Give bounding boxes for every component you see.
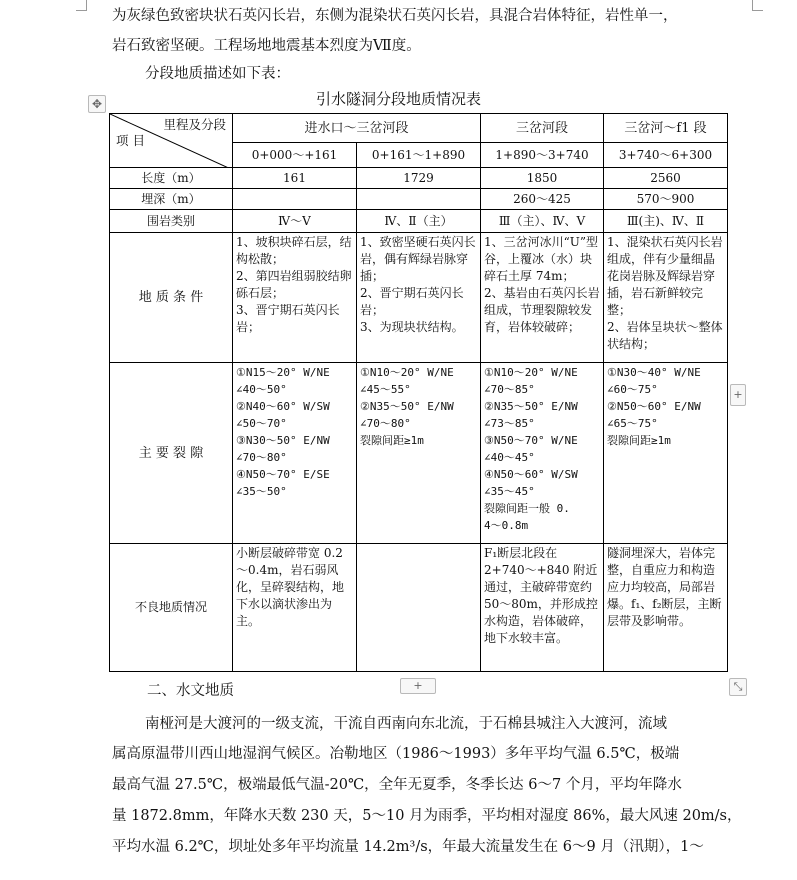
header-diagonal-cell: [110, 114, 233, 168]
hydro-line-3: 最高气温 27.5℃，极端最低气温-20℃，全年无夏季，冬季长达 6～7 个月，平均年降水: [112, 777, 682, 793]
hydro-line-4: 量 1872.8mm，年降水天数 230 天，5～10 月为雨季，平均相对湿度 86%，最大风速 20m/s，: [112, 808, 742, 824]
hydro-line-5: 平均水温 6.2℃，坝址处多年平均流量 14.2m³/s，年最大流量发生在 6～9 月（汛期），1～: [112, 839, 704, 855]
length-2: 1729: [357, 168, 481, 189]
joints-4: ①N30～40° W/NE ∠60～75° ②N50～60° E/NW ∠65～75° 裂隙间距≥1m: [604, 363, 728, 544]
length-1: 161: [233, 168, 357, 189]
rock-class-1: Ⅳ～Ⅴ: [233, 210, 357, 233]
header-section-1: 进水口～三岔河段: [233, 114, 481, 143]
table-move-handle-icon[interactable]: ✥: [88, 95, 106, 113]
joints-1: ①N15～20° W/NE ∠40～50° ②N40～60° W/SW ∠50～70° ③N30～50° E/NW ∠70～80° ④N50～70° E/SE ∠35～50°: [233, 363, 357, 544]
add-row-button[interactable]: +: [400, 678, 436, 694]
header-section-4: 三岔河～f1 段: [604, 114, 728, 143]
row-label-length: 长度（m）: [110, 168, 233, 189]
chainage-4: 3+740～6+300: [604, 143, 728, 168]
chainage-1: 0+000～+161: [233, 143, 357, 168]
header-item-label: 项 目: [116, 133, 145, 148]
margin-corner-mark: [76, 0, 87, 11]
hydro-line-1: 南桠河是大渡河的一级支流，干流自西南向东北流，于石棉县城注入大渡河，流域: [145, 716, 667, 732]
rock-class-2: Ⅳ、Ⅱ（主）: [357, 210, 481, 233]
rock-class-3: Ⅲ（主）、Ⅳ、Ⅴ: [481, 210, 604, 233]
geology-4: 1、混染状石英闪长岩组成，伴有少量细晶花岗岩脉及辉绿岩穿插，岩石新鲜较完整； 2、岩体呈块状～整体状结构；: [604, 233, 728, 363]
joints-2: ①N10～20° W/NE ∠45～55° ②N35～50° E/NW ∠70～80° 裂隙间距≥1m: [357, 363, 481, 544]
header-mileage-label: 里程及分段: [163, 117, 226, 132]
geology-1: 1、坡积块碎石层，结构松散； 2、第四岩组弱胶结卵砾石层； 3、晋宁期石英闪长岩；: [233, 233, 357, 363]
depth-3: 260～425: [481, 189, 604, 210]
length-3: 1850: [481, 168, 604, 189]
table-resize-icon[interactable]: ⤡: [729, 678, 747, 696]
adverse-2: [357, 544, 481, 672]
table-caption: 引水隧洞分段地质情况表: [315, 90, 481, 108]
hydro-line-2: 属高原温带川西山地湿润气候区。冶勒地区（1986～1993）多年平均气温 6.5℃，极端: [112, 746, 680, 762]
intro-line-3: 分段地质描述如下表：: [145, 66, 290, 82]
section-heading-hydrogeology: 二、水文地质: [147, 683, 234, 699]
adverse-1: 小断层破碎带宽 0.2～0.4m，岩石弱风化，呈碎裂结构，地下水以滴状渗出为主。: [233, 544, 357, 672]
row-label-geology: 地 质 条 件: [110, 233, 233, 363]
intro-line-1: 为灰绿色致密块状石英闪长岩，东侧为混染状石英闪长岩，具混合岩体特征，岩性单一，: [112, 8, 678, 24]
joints-3: ①N10～20° W/NE ∠70～85° ②N35～50° E/NW ∠73～85° ③N50～70° W/NE ∠40～45° ④N50～60° W/SW ∠35～45° 裂隙间距一般 0. 4～0.8m: [481, 363, 604, 544]
margin-corner-mark: [752, 0, 763, 11]
geology-2: 1、致密坚硬石英闪长岩，偶有辉绿岩脉穿插； 2、晋宁期石英闪长岩； 3、为现块状结构。: [357, 233, 481, 363]
add-column-button[interactable]: +: [730, 384, 746, 406]
row-label-adverse: 不良地质情况: [110, 544, 233, 672]
header-section-3: 三岔河段: [481, 114, 604, 143]
geology-table: [109, 113, 728, 672]
length-4: 2560: [604, 168, 728, 189]
geology-3: 1、三岔河冰川“U”型谷，上覆冰（水）块碎石土厚 74m； 2、基岩由石英闪长岩组成，节理裂隙较发育，岩体较破碎；: [481, 233, 604, 363]
rock-class-4: Ⅲ(主)、Ⅳ、Ⅱ: [604, 210, 728, 233]
adverse-4: 隧洞埋深大，岩体完整，自重应力和构造应力均较高，局部岩爆。f₁、f₂断层，主断层带及影响带。: [604, 544, 728, 672]
row-label-joints: 主 要 裂 隙: [110, 363, 233, 544]
chainage-3: 1+890～3+740: [481, 143, 604, 168]
row-label-rock-class: 围岩类别: [110, 210, 233, 233]
chainage-2: 0+161～1+890: [357, 143, 481, 168]
intro-line-2: 岩石致密坚硬。工程场地地震基本烈度为Ⅶ度。: [112, 38, 421, 54]
depth-2: [357, 189, 481, 210]
adverse-3: F₁断层北段在 2+740～+840 附近通过，主破碎带宽约 50～80m，并形成控水构造，岩体破碎，地下水较丰富。: [481, 544, 604, 672]
row-label-depth: 埋深（m）: [110, 189, 233, 210]
depth-4: 570～900: [604, 189, 728, 210]
depth-1: [233, 189, 357, 210]
